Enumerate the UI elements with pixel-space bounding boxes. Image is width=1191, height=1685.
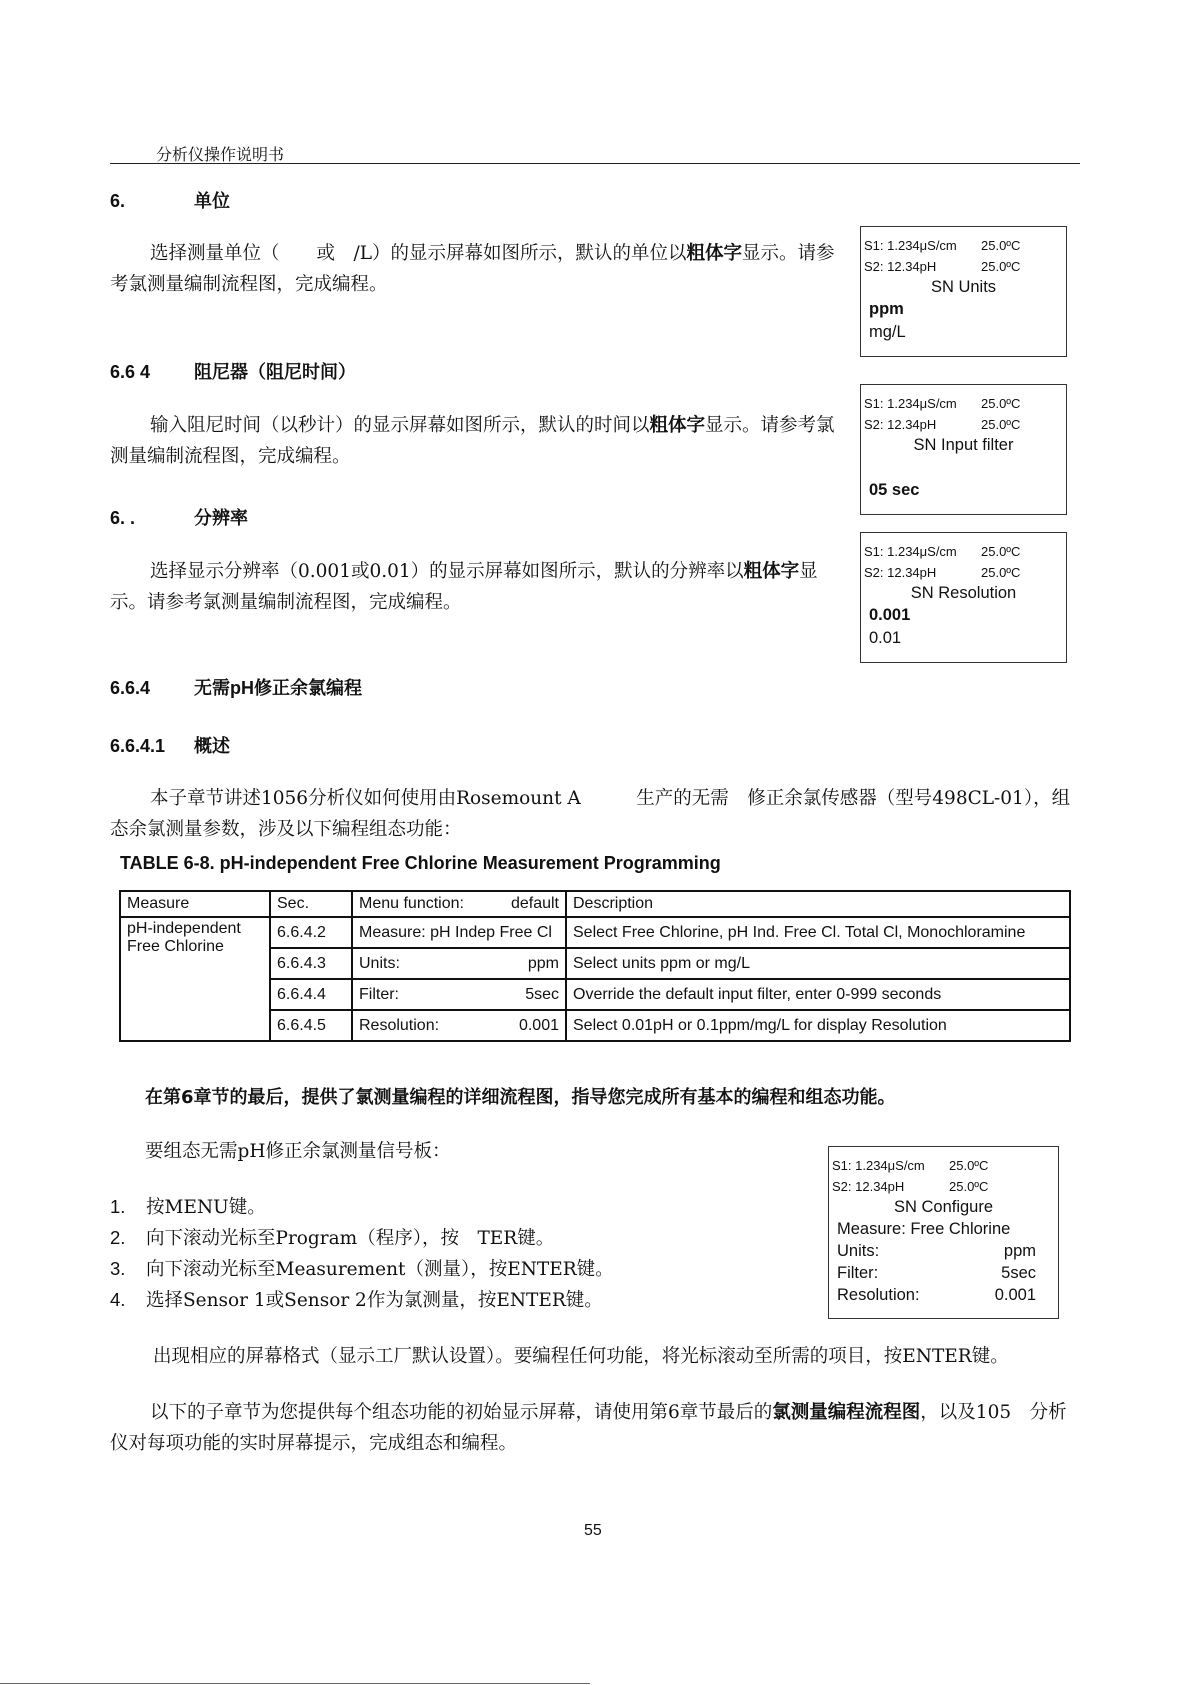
- screen-configure: [828, 1146, 1059, 1319]
- description-cell: Select Free Chlorine, pH Ind. Free Cl. Total Cl, Monochloramine: [566, 917, 1070, 948]
- screen-s1-temp: 25.0ºC: [949, 1158, 989, 1173]
- section-heading-overview: [110, 732, 230, 758]
- section-heading-resolution: [110, 504, 248, 530]
- screen-s2: S2: 12.34pH: [832, 1179, 905, 1194]
- screen-s2-temp: 25.0ºC: [981, 417, 1021, 432]
- step-text: 向下滚动光标至Measurement（测量），按ENTER键。: [146, 1259, 614, 1280]
- screen-s2-temp: 25.0ºC: [949, 1179, 989, 1194]
- text-run: 选择测量单位（ 或 /L）的显示屏幕如图所示，默认的单位以: [150, 243, 687, 264]
- sec-cell: 6.6.4.5: [270, 1010, 352, 1041]
- programming-table: [119, 890, 1071, 1042]
- header-sec: Sec.: [270, 891, 352, 917]
- function-text: Resolution:: [359, 1016, 440, 1034]
- screen-title: SN Configure: [893, 1198, 994, 1216]
- screen-s1: S1: 1.234μS/cm: [864, 544, 957, 559]
- list-item: [110, 1254, 614, 1285]
- table-header-row: [120, 891, 1070, 917]
- section-heading-units: [110, 187, 230, 213]
- section-number: 6.6 4: [110, 362, 151, 382]
- paragraph-after-steps: 出现相应的屏幕格式（显示工厂默认设置）。要编程任何功能，将光标滚动至所需的项目，按ENTER键。: [153, 1346, 1009, 1367]
- function-text: Measure: pH Indep Free Cl: [359, 923, 552, 941]
- step-text: 按MENU键。: [146, 1197, 266, 1218]
- section-number: 6. .: [110, 508, 136, 528]
- screen-option: 0.01: [869, 629, 902, 647]
- screen-s2-temp: 25.0ºC: [981, 259, 1021, 274]
- paragraph-config-intro: 要组态无需pH修正余氯测量信号板：: [145, 1141, 451, 1162]
- flowchart-note: 在第6章节的最后，提供了氯测量编程的详细流程图，指导您完成所有基本的编程和组态功能。: [145, 1087, 896, 1108]
- text-run: 选择显示分辨率（0.001或0.01）的显示屏幕如图所示，默认的分辨率以: [150, 561, 744, 582]
- screen-units-label: Units:: [837, 1242, 880, 1260]
- header-measure: Measure: [120, 891, 270, 917]
- screen-measure-line: Measure: Free Chlorine: [837, 1220, 1011, 1238]
- screen-s1: S1: 1.234μS/cm: [864, 238, 957, 253]
- section-title: 分辨率: [194, 508, 248, 528]
- screen-resolution: [860, 532, 1067, 663]
- paragraph-filter: [110, 410, 835, 472]
- page-number: 55: [584, 1522, 602, 1539]
- screen-s2: S2: 12.34pH: [864, 259, 937, 274]
- screen-s2: S2: 12.34pH: [864, 565, 937, 580]
- screen-s1-temp: 25.0ºC: [981, 544, 1021, 559]
- screen-title: SN Units: [930, 278, 997, 296]
- table-row: [120, 917, 1070, 948]
- bold-text: 氯测量编程流程图: [772, 1402, 921, 1423]
- bold-text: 粗体字: [743, 561, 800, 582]
- screen-s2: S2: 12.34pH: [864, 417, 937, 432]
- footer-rule: [0, 1683, 590, 1684]
- paragraph-units: [110, 238, 835, 300]
- screen-resolution-value: 0.001: [994, 1286, 1036, 1304]
- list-item: [110, 1192, 614, 1223]
- screen-s1: S1: 1.234μS/cm: [864, 396, 957, 411]
- sec-cell: 6.6.4.4: [270, 979, 352, 1010]
- screen-filter-value: 5sec: [1001, 1264, 1036, 1282]
- screen-s2-temp: 25.0ºC: [981, 565, 1021, 580]
- default-text: 5sec: [525, 985, 559, 1003]
- sec-cell: 6.6.4.2: [270, 917, 352, 948]
- screen-input-filter: [860, 384, 1067, 515]
- menu-cell: [352, 948, 566, 979]
- header-rule: [110, 163, 1080, 164]
- screen-filter-label: Filter:: [837, 1264, 879, 1282]
- paragraph-final: [110, 1397, 1085, 1459]
- bold-text: 粗体字: [686, 243, 743, 264]
- screen-default-value: 05 sec: [869, 481, 920, 499]
- description-cell: Select units ppm or mg/L: [566, 948, 1070, 979]
- text-run: 显示。请参考氯测量编制流程图，完成编程。: [110, 561, 818, 613]
- bold-text: 粗体字: [649, 415, 706, 436]
- step-number: 4.: [110, 1289, 126, 1310]
- step-number: 1.: [110, 1196, 126, 1217]
- header-menu: [352, 891, 566, 917]
- step-number: 2.: [110, 1227, 126, 1248]
- screen-option: mg/L: [869, 323, 906, 341]
- section-heading-filter: [110, 358, 356, 384]
- header-menu-function: Menu function:: [359, 895, 464, 912]
- header-default: default: [510, 895, 559, 912]
- list-item: [110, 1223, 614, 1254]
- step-number: 3.: [110, 1258, 126, 1279]
- screen-units: [860, 226, 1067, 357]
- function-text: Filter:: [359, 985, 399, 1003]
- text-run: 显示。请参考氯测量编制流程图，完成编程。: [110, 415, 835, 467]
- list-item: [110, 1285, 614, 1316]
- text-run: 显示。请参考氯测量编制流程图，完成编程。: [110, 243, 835, 295]
- section-title: 概述: [194, 736, 230, 756]
- section-number: 6.: [110, 191, 126, 211]
- section-title: 单位: [194, 191, 230, 211]
- menu-cell: [352, 917, 566, 948]
- table-caption: TABLE 6-8. pH-independent Free Chlorine Measurement Programming: [120, 853, 721, 873]
- menu-cell: [352, 1010, 566, 1041]
- sec-cell: 6.6.4.3: [270, 948, 352, 979]
- paragraph-overview: 本子章节讲述1056分析仪如何使用由Rosemount A 生产的无需 修正余氯传感器（型号498CL-01），组态余氯测量参数，涉及以下编程组态功能：: [110, 788, 1071, 840]
- section-title: 阻尼器（阻尼时间）: [194, 362, 356, 382]
- section-title: 无需pH修正余氯编程: [194, 678, 362, 698]
- section-number: 6.6.4: [110, 678, 151, 698]
- text-run: 输入阻尼时间（以秒计）的显示屏幕如图所示，默认的时间以: [150, 415, 650, 436]
- screen-default-option: ppm: [869, 300, 904, 318]
- screen-s1-temp: 25.0ºC: [981, 238, 1021, 253]
- text-run: ，以及105 分析仪对每项功能的实时屏幕提示，完成组态和编程。: [110, 1402, 1067, 1454]
- running-header: 分析仪操作说明书: [156, 145, 285, 164]
- paragraph-resolution: [110, 556, 835, 618]
- menu-cell: [352, 979, 566, 1010]
- step-text: 向下滚动光标至Program（程序），按 TER键。: [146, 1228, 555, 1249]
- screen-default-option: 0.001: [869, 606, 911, 624]
- steps-list: [110, 1192, 614, 1316]
- default-text: 0.001: [518, 1016, 559, 1034]
- screen-title: SN Resolution: [910, 584, 1017, 602]
- header-description: Description: [566, 891, 1070, 917]
- screen-resolution-label: Resolution:: [837, 1286, 920, 1304]
- description-cell: Select 0.01pH or 0.1ppm/mg/L for display Resolution: [566, 1010, 1070, 1041]
- section-number: 6.6.4.1: [110, 736, 166, 756]
- screen-title: SN Input filter: [913, 436, 1014, 454]
- default-text: ppm: [527, 954, 559, 972]
- screen-s1: S1: 1.234μS/cm: [832, 1158, 925, 1173]
- description-cell: Override the default input filter, enter 0-999 seconds: [566, 979, 1070, 1010]
- section-heading-pind-chlorine: [110, 674, 362, 700]
- step-text: 选择Sensor 1或Sensor 2作为氯测量，按ENTER键。: [146, 1290, 603, 1311]
- text-run: 以下的子章节为您提供每个组态功能的初始显示屏幕，请使用第6章节最后的: [150, 1402, 773, 1423]
- measure-cell: pH-independent Free Chlorine: [120, 917, 270, 1041]
- screen-s1-temp: 25.0ºC: [981, 396, 1021, 411]
- function-text: Units:: [359, 954, 400, 972]
- screen-units-value: ppm: [1003, 1242, 1036, 1260]
